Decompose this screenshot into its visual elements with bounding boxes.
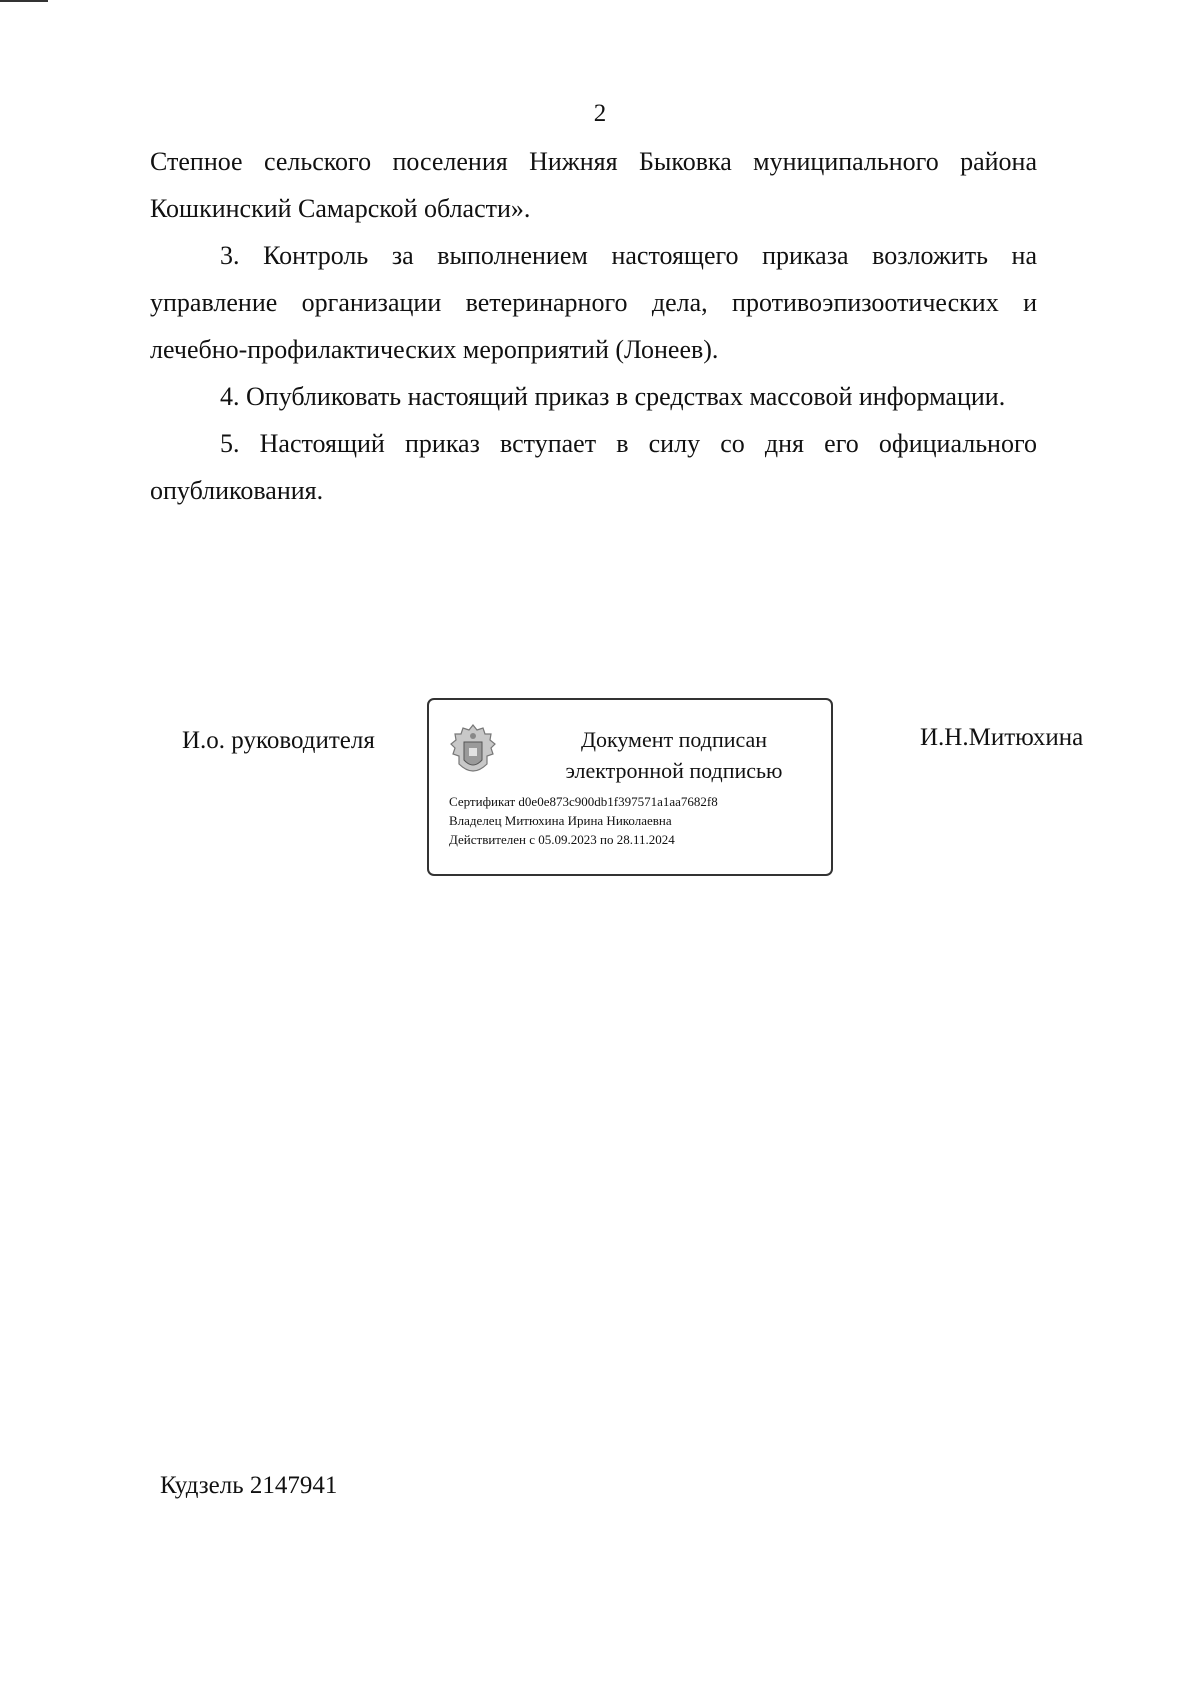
signer-title: И.о. руководителя bbox=[182, 727, 375, 754]
certificate-line: Сертификат d0e0e873c900db1f397571a1aa7682f8 bbox=[449, 794, 718, 809]
executor-note: Кудзель 2147941 bbox=[160, 1472, 338, 1499]
paragraph-item-4: 4. Опубликовать настоящий приказ в средствах массовой информации. bbox=[220, 382, 1006, 411]
page-number: 2 bbox=[593, 100, 607, 127]
stamp-heading-line1: Документ подписан bbox=[580, 727, 768, 752]
paragraph-continuation: Степное сельского поселения Нижняя Быковка муниципального района Кошкинский Самарской области». bbox=[150, 147, 1037, 223]
scan-corner-mark bbox=[0, 0, 48, 2]
paragraph-item-5: 5. Настоящий приказ вступает в силу со дня его официального опубликования. bbox=[150, 429, 1037, 505]
owner-line: Владелец Митюхина Ирина Николаевна bbox=[449, 813, 672, 828]
stamp-heading bbox=[529, 724, 819, 786]
electronic-signature-stamp bbox=[427, 698, 833, 876]
paragraph-item-3: 3. Контроль за выполнением настоящего приказа возложить на управление организации ветеринарного дела, противоэпизоотических и лечебно-профилактических мероприятий (Лонеев). bbox=[150, 241, 1037, 364]
stamp-details bbox=[449, 792, 718, 849]
document-body bbox=[150, 138, 1037, 514]
coat-of-arms-icon bbox=[447, 722, 499, 780]
stamp-heading-line2: электронной подписью bbox=[565, 758, 783, 783]
signer-name: И.Н.Митюхина bbox=[920, 724, 1084, 751]
validity-line: Действителен с 05.09.2023 по 28.11.2024 bbox=[449, 832, 675, 847]
